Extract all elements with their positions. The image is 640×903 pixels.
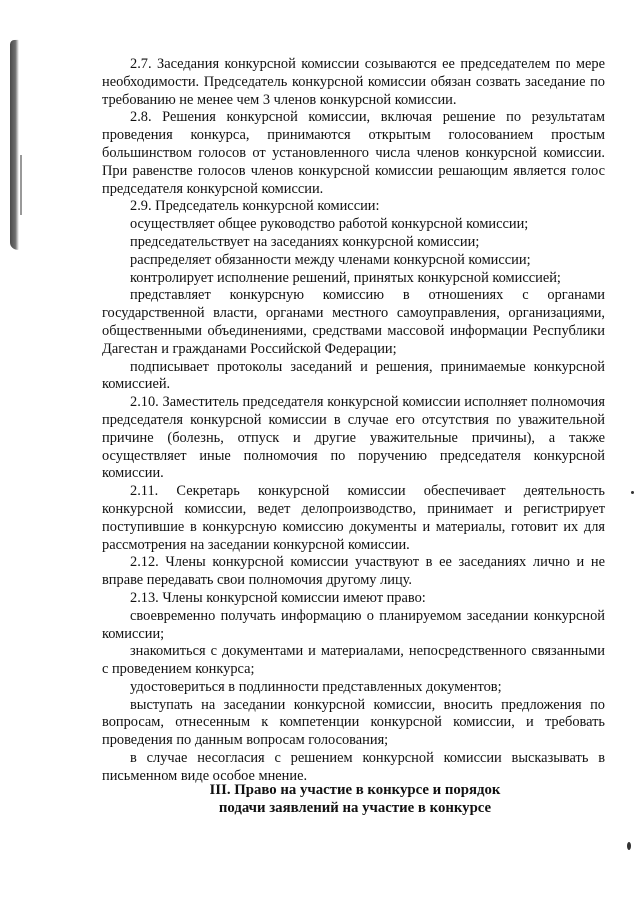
list-item: осуществляет общее руководство работой конкурсной комиссии; — [130, 216, 529, 233]
list-item: знакомиться с документами и материалами, непосредственного связанными с проведением конкурса; — [102, 643, 605, 678]
list-item: контролирует исполнение решений, принятых конкурсной комиссией; — [130, 269, 561, 286]
paragraph-2-7: 2.7. Заседания конкурсной комиссии созываются ее председателем по мере необходимости. Председатель конкурсной комиссии обязан созвать заседание по требованию не менее чем 3 членов конкурсной комиссии. — [102, 56, 605, 108]
list-item: своевременно получать информацию о планируемом заседании конкурсной комиссии; — [102, 607, 605, 642]
paragraph-2-10: 2.10. Заместитель председателя конкурсной комиссии исполняет полномочия председателя конкурсной комиссии в случае его отсутствия по уважительной причине (болезнь, отпуск и другие уважительные причины), а также осуществляет иные полномочия по поручению председателя конкурсной комиссии. — [102, 394, 605, 482]
scan-edge-shadow — [10, 40, 19, 250]
paragraph-2-12: 2.12. Члены конкурсной комиссии участвуют в ее заседаниях лично и не вправе передавать свои полномочия другому лицу. — [102, 554, 605, 589]
paragraph-2-8: 2.8. Решения конкурсной комиссии, включая решение по результатам проведения конкурса, принимаются открытым голосованием простым большинством голосов от установленного числа членов конкурсной комиссии. При равенстве голосов членов конкурсной комиссии решающим является голос председателя конкурсной комиссии. — [102, 109, 605, 197]
scan-speck — [631, 491, 634, 494]
list-item: выступать на заседании конкурсной комиссии, вносить предложения по вопросам, отнесенным к компетенции конкурсной комиссии, и требовать проведения по данным вопросам голосования; — [102, 696, 605, 749]
list-item: подписывает протоколы заседаний и решения, принимаемые конкурсной комиссией. — [102, 358, 605, 393]
paragraph-2-13: 2.13. Члены конкурсной комиссии имеют право: — [130, 589, 426, 606]
list-item: председательствует на заседаниях конкурсной комиссии; — [130, 233, 480, 250]
list-item: в случае несогласия с решением конкурсной комиссии высказывать в письменном виде особое мнение. — [102, 750, 605, 784]
scan-speck — [627, 842, 631, 850]
list-item: удостовериться в подлинности представленных документов; — [130, 678, 502, 695]
list-item: представляет конкурсную комиссию в отношениях с органами государственной власти, органами местного самоуправления, организациями, общественными объединениями, средствами массовой информации Республики Дагестан и гражданами Российской Федерации; — [102, 287, 605, 357]
section-heading — [140, 781, 570, 817]
paragraph-2-9: 2.9. Председатель конкурсной комиссии: — [130, 198, 380, 215]
document-body — [102, 56, 605, 786]
list-item: распределяет обязанности между членами конкурсной комиссии; — [130, 251, 531, 268]
section-heading-line-2: подачи заявлений на участие в конкурсе — [218, 800, 492, 816]
section-heading-line-1: III. Право на участие в конкурсе и порядок — [209, 782, 501, 798]
paragraph-2-11: 2.11. Секретарь конкурсной комиссии обеспечивает деятельность конкурсной комиссии, ведет делопроизводство, принимает и регистрирует поступившие в конкурсную комиссию документы и материалы, готовит их для рассмотрения на заседании конкурсной комиссии. — [102, 483, 605, 553]
scan-edge-line — [20, 155, 22, 215]
